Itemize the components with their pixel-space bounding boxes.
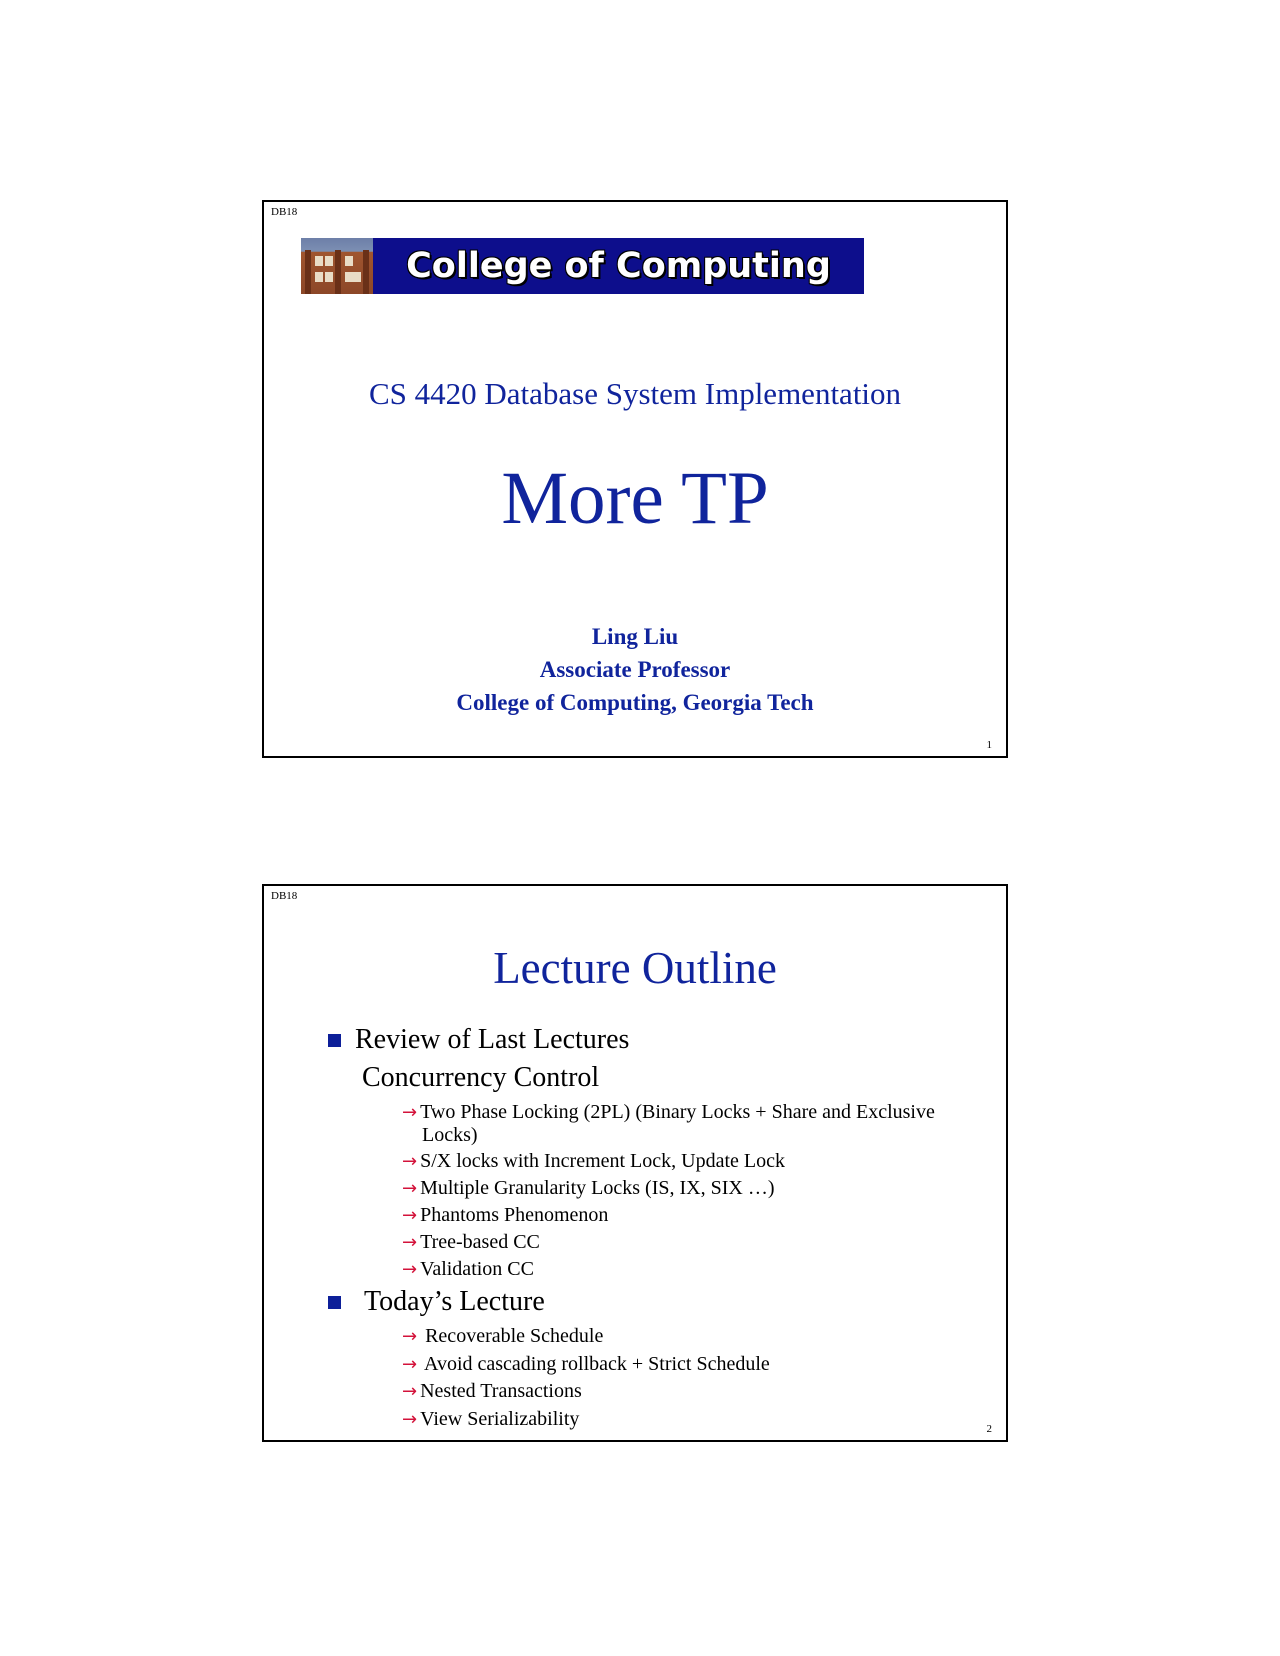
arrow-right-icon: → bbox=[402, 1259, 418, 1280]
sub-heading-concurrency: Concurrency Control bbox=[362, 1062, 600, 1093]
list-item: → Nested Transactions bbox=[402, 1380, 582, 1402]
page-number: 2 bbox=[986, 1423, 992, 1435]
list-item: → View Serializability bbox=[402, 1408, 580, 1430]
author-block bbox=[264, 620, 1006, 719]
arrow-right-icon: → bbox=[402, 1354, 418, 1375]
list-item: → Phantoms Phenomenon bbox=[402, 1204, 609, 1226]
list-item: → Recoverable Schedule bbox=[402, 1325, 604, 1347]
arrow-right-icon: → bbox=[402, 1102, 418, 1123]
arrow-right-icon: → bbox=[402, 1178, 418, 1199]
arrow-right-icon: → bbox=[402, 1205, 418, 1226]
bullet-label: Review of Last Lectures bbox=[355, 1024, 630, 1055]
arrow-right-icon: → bbox=[402, 1381, 418, 1402]
list-item: → Two Phase Locking (2PL) (Binary Locks + Share and Exclusive Locks) bbox=[402, 1101, 935, 1146]
slide-1 bbox=[262, 200, 1008, 758]
list-item: → S/X locks with Increment Lock, Update Lock bbox=[402, 1150, 785, 1172]
slide-2 bbox=[262, 884, 1008, 1442]
page-number: 1 bbox=[986, 739, 992, 751]
list-item: → Avoid cascading rollback + Strict Schedule bbox=[402, 1353, 770, 1375]
author-name: Ling Liu bbox=[591, 624, 679, 649]
building-photo bbox=[301, 238, 373, 294]
college-banner-logo bbox=[301, 238, 864, 294]
slide-title: Lecture Outline bbox=[493, 943, 777, 993]
square-bullet-icon bbox=[328, 1296, 341, 1309]
bullet-today bbox=[328, 1286, 545, 1318]
slide-title: More TP bbox=[501, 457, 769, 540]
arrow-right-icon: → bbox=[402, 1151, 418, 1172]
slide-tag: DB18 bbox=[271, 890, 298, 902]
banner-text: College of Computing bbox=[406, 246, 831, 286]
bullet-label: Today’s Lecture bbox=[364, 1286, 545, 1317]
list-item: → Tree-based CC bbox=[402, 1231, 540, 1253]
arrow-right-icon: → bbox=[402, 1409, 418, 1430]
square-bullet-icon bbox=[328, 1034, 341, 1047]
list-item: → Validation CC bbox=[402, 1258, 534, 1280]
slide-tag: DB18 bbox=[271, 206, 298, 218]
arrow-right-icon: → bbox=[402, 1326, 418, 1347]
arrow-right-icon: → bbox=[402, 1232, 418, 1253]
course-title: CS 4420 Database System Implementation bbox=[368, 376, 902, 411]
author-affiliation: College of Computing, Georgia Tech bbox=[456, 690, 814, 715]
bullet-review bbox=[328, 1024, 629, 1056]
list-item: → Multiple Granularity Locks (IS, IX, SIX …) bbox=[402, 1177, 775, 1199]
author-position: Associate Professor bbox=[539, 657, 731, 682]
